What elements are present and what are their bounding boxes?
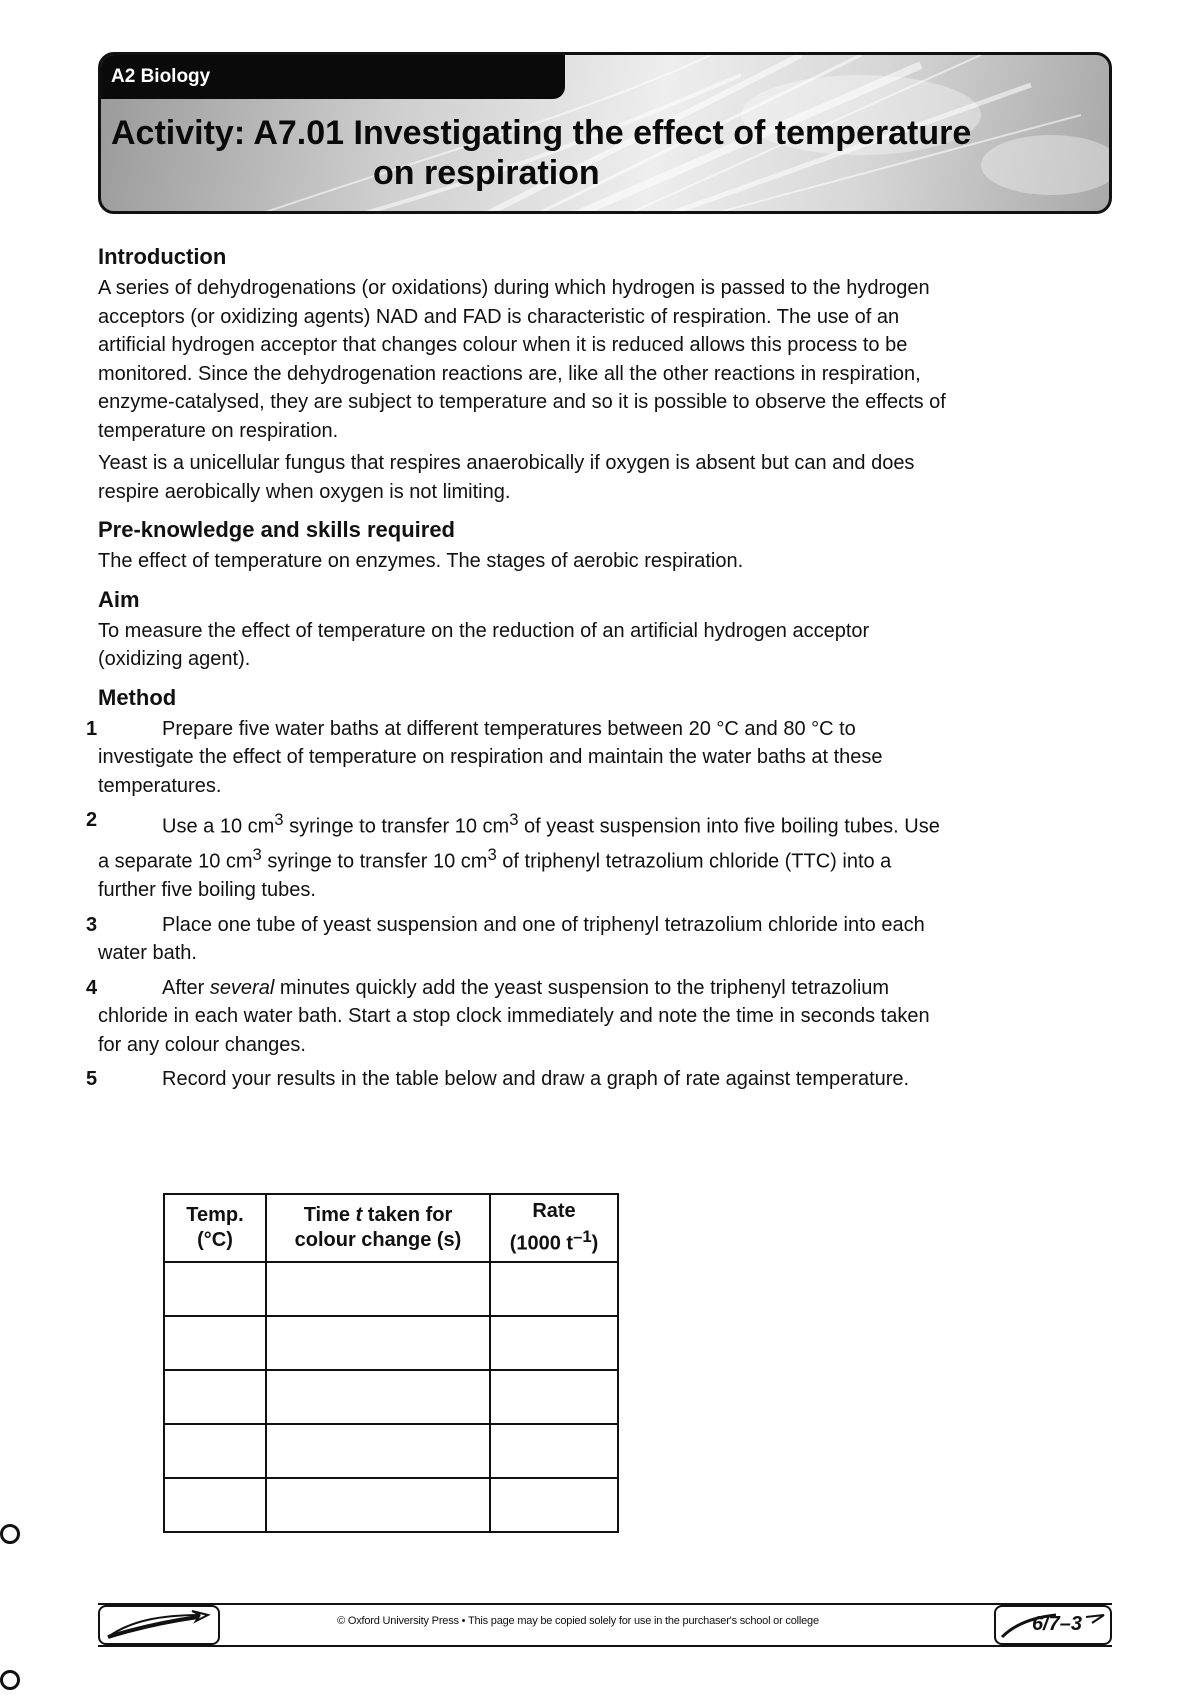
preknowledge-heading: Pre-knowledge and skills required bbox=[98, 517, 455, 542]
table-cell[interactable] bbox=[164, 1262, 266, 1316]
introduction-paragraph-2: Yeast is a unicellular fungus that respires anaerobically if oxygen is absent but can and does respire aerobically when oxygen is not limiting. bbox=[98, 452, 915, 503]
introduction-heading: Introduction bbox=[98, 244, 227, 269]
table-cell[interactable] bbox=[266, 1478, 490, 1532]
step-first-word: Prepare bbox=[162, 717, 234, 740]
table-header-row bbox=[164, 1194, 618, 1262]
step-text: a 10 cm bbox=[203, 815, 275, 838]
aim-heading: Aim bbox=[98, 586, 140, 612]
page-number: 6/7–3 bbox=[1031, 1613, 1082, 1635]
table-cell[interactable] bbox=[266, 1370, 490, 1424]
emphasis: several bbox=[209, 976, 275, 999]
step-number: 4 bbox=[86, 976, 98, 999]
step-text: your results in the table below and draw a graph of rate against temperature. bbox=[232, 1068, 910, 1091]
aim-section bbox=[98, 587, 948, 674]
table-cell[interactable] bbox=[266, 1262, 490, 1316]
table-row bbox=[164, 1424, 618, 1478]
method-steps bbox=[86, 715, 948, 1094]
method-step bbox=[86, 1065, 948, 1094]
superscript: 3 bbox=[509, 810, 519, 829]
results-table bbox=[163, 1193, 619, 1533]
title-line-2: on respiration bbox=[373, 154, 600, 192]
table-cell[interactable] bbox=[266, 1316, 490, 1370]
worksheet-body bbox=[86, 244, 948, 1105]
method-section bbox=[86, 684, 948, 1094]
table-cell[interactable] bbox=[266, 1424, 490, 1478]
column-header-temp: Temp. (°C) bbox=[164, 1194, 266, 1262]
method-step bbox=[86, 806, 948, 905]
step-first-word: Place bbox=[162, 913, 213, 936]
step-text: syringe to transfer 10 cm bbox=[283, 815, 510, 838]
step-text: one tube of yeast suspension and one of triphenyl tetrazolium chloride into each water bath. bbox=[98, 913, 925, 965]
table-cell[interactable] bbox=[490, 1316, 618, 1370]
binder-hole bbox=[0, 1524, 20, 1544]
superscript: 3 bbox=[274, 810, 284, 829]
step-number: 5 bbox=[86, 1068, 98, 1091]
table-cell[interactable] bbox=[490, 1478, 618, 1532]
footer bbox=[98, 1603, 1112, 1647]
step-text: of triphenyl tetrazolium chloride (TTC) into a further five boiling tubes. bbox=[98, 850, 892, 902]
title-line-1: Activity: A7.01 Investigating the effect of temperature bbox=[111, 114, 972, 152]
step-text: of yeast suspension into five boiling tubes. Use a separate 10 cm bbox=[98, 815, 940, 873]
header-banner bbox=[98, 52, 1112, 214]
step-number: 3 bbox=[86, 913, 98, 936]
table-row bbox=[164, 1370, 618, 1424]
step-text: syringe to transfer 10 cm bbox=[261, 850, 488, 873]
preknowledge-section bbox=[98, 517, 948, 576]
table-cell[interactable] bbox=[164, 1424, 266, 1478]
superscript: 3 bbox=[252, 845, 262, 865]
superscript: 3 bbox=[487, 845, 497, 865]
table-row bbox=[164, 1262, 618, 1316]
copyright-notice: © Oxford University Press • This page may be copied solely for use in the purchaser's school or college bbox=[337, 1615, 819, 1627]
page-title bbox=[111, 113, 1101, 193]
preknowledge-text: The effect of temperature on enzymes. The stages of aerobic respiration. bbox=[98, 550, 744, 572]
step-text: minutes quickly add the yeast suspension to the triphenyl tetrazolium chloride in each water bath. Start a stop clock immediately and note the time in seconds taken for any colour changes. bbox=[98, 976, 930, 1056]
method-step bbox=[86, 911, 948, 968]
step-first-word: Use bbox=[162, 815, 198, 838]
method-step bbox=[86, 974, 948, 1060]
table-cell[interactable] bbox=[490, 1424, 618, 1478]
table-cell[interactable] bbox=[164, 1316, 266, 1370]
introduction-section bbox=[98, 244, 948, 506]
publisher-logo bbox=[98, 1605, 220, 1645]
table-cell[interactable] bbox=[164, 1370, 266, 1424]
table-row bbox=[164, 1316, 618, 1370]
table-row bbox=[164, 1478, 618, 1532]
step-text: five water baths at different temperatures between 20 °C and 80 °C to investigate the effect of temperature on respiration and maintain the water baths at these temperatures. bbox=[98, 717, 883, 797]
column-header-time: Time t taken for colour change (s) bbox=[266, 1194, 490, 1262]
column-header-rate: Rate (1000 $t^{-1}$) bbox=[490, 1194, 618, 1262]
step-first-word: Record bbox=[162, 1068, 227, 1091]
method-heading: Method bbox=[98, 684, 177, 710]
table-cell[interactable] bbox=[490, 1370, 618, 1424]
method-step bbox=[86, 715, 948, 801]
table-cell[interactable] bbox=[164, 1478, 266, 1532]
series-label: A2 Biology bbox=[101, 55, 565, 99]
table-cell[interactable] bbox=[490, 1262, 618, 1316]
step-number: 1 bbox=[86, 717, 98, 740]
introduction-paragraph-1: A series of dehydrogenations (or oxidations) during which hydrogen is passed to the hydrogen acceptors (or oxidizing agents) NAD and FAD is characteristic of respiration. The use of an artificial hydrogen acceptor that changes colour when it is reduced allows this process to be monitored. Since the dehydrogenation reactions are, like all the other reactions in respiration, enzyme-catalysed, they are subject to temperature and so it is possible to observe the effects of temperature on respiration. bbox=[98, 277, 946, 442]
aim-text: To measure the effect of temperature on the reduction of an artificial hydrogen acceptor (oxidizing agent). bbox=[98, 619, 870, 670]
binder-hole bbox=[0, 1670, 20, 1690]
swoosh-icon bbox=[100, 1607, 218, 1643]
step-number: 2 bbox=[86, 809, 98, 831]
step-first-word: After bbox=[162, 976, 205, 999]
page-number-box bbox=[994, 1605, 1112, 1645]
